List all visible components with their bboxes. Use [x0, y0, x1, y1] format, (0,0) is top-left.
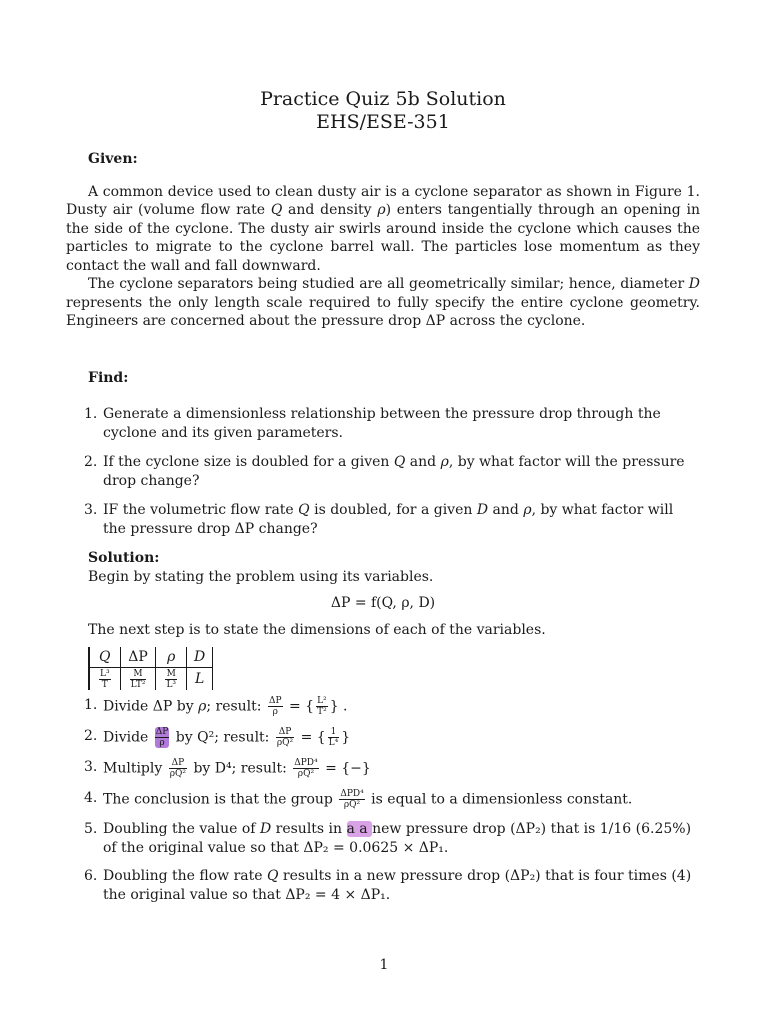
- solution-step: 6. Doubling the flow rate Q results in a new pressure drop (ΔP₂) that is four times (4) the original value so that ΔP₂ = 4 × ΔP₁.: [84, 868, 692, 903]
- solution-intro: Begin by stating the problem using its variables.: [88, 568, 434, 585]
- table-header-cell: D: [187, 647, 213, 668]
- given-paragraph-1: A common device used to clean dusty air is a cyclone separator as shown in Figure 1. Dusty air (volume flow rate Q and density ρ) enters tangentially through an opening in the side of the cyclone. The dusty air swirls around inside the cyclone which causes the particles to migrate to the cyclone barrel wall. The particles lose momentum as they contact the wall and fall downward.: [66, 183, 701, 274]
- page-number: 1: [379, 957, 389, 973]
- given-paragraph-2: The cyclone separators being studied are all geometrically similar; hence, diameter D represents the only length scale required to fully specify the entire cyclone geometry. Engineers are concerned about the pressure drop ΔP across the cyclone.: [66, 276, 700, 329]
- given-heading: Given:: [88, 151, 138, 167]
- problem-equation: ΔP = f(Q, ρ, D): [330, 595, 436, 611]
- document-page: [66, 88, 700, 914]
- solution-steps: [66, 696, 700, 904]
- table-cell: L: [187, 668, 213, 691]
- table-cell: $\frac{M}{\text{L³}}$: [156, 668, 187, 691]
- solution-step: 1. Divide ΔP by ρ; result: $\frac{\Delta P}{\rho}$ = { $\frac{\text{L²}}{\text{T²}}$ } .: [84, 696, 348, 717]
- solution-heading: Solution:: [88, 550, 160, 566]
- find-list: [66, 405, 700, 538]
- solution-step: 3. Multiply $\frac{\Delta P}{\text{ρQ²}}$ by D⁴; result: $\frac{\text{ΔPD⁴}}{\text{ρQ²}}$ = {−}: [84, 758, 371, 779]
- solution-step: 4. The conclusion is that the group $\frac{\text{ΔPD⁴}}{\text{ρQ²}}$ is equal to a dimensionless constant.: [84, 789, 633, 810]
- solution-step: 2. Divide $\frac{\Delta P}{\rho}$ by Q²; result: $\frac{\Delta P}{\text{ρQ²}}$ = { $\frac{1}{\text{L⁴}}$ }: [84, 727, 351, 748]
- highlight-mark: $\frac{\Delta P}{\rho}$: [155, 727, 169, 748]
- table-cell: $\frac{\text{L³}}{T}$: [89, 668, 120, 691]
- find-item: 3. IF the volumetric flow rate Q is doubled, for a given D and ρ, by what factor will the pressure drop ΔP change?: [84, 502, 674, 537]
- table-header-cell: ΔP: [120, 647, 156, 668]
- table-header-cell: ρ: [156, 647, 187, 668]
- find-item: 1. Generate a dimensionless relationship between the pressure drop through the cyclone and its given parameters.: [84, 406, 661, 441]
- highlight-mark: a a: [346, 821, 373, 837]
- find-item: 2. If the cyclone size is doubled for a given Q and ρ, by what factor will the pressure drop change?: [84, 454, 685, 489]
- solution-step: 5. Doubling the value of D results in a a new pressure drop (ΔP₂) that is 1/16 (6.25%) of the original value so that ΔP₂ = 0.0625 × ΔP₁.: [84, 821, 692, 856]
- document-title: Practice Quiz 5b Solution: [260, 88, 506, 110]
- course-code: EHS/ESE-351: [316, 111, 450, 133]
- find-heading: Find:: [88, 369, 129, 386]
- table-cell: $\frac{M}{\text{LT²}}$: [120, 668, 156, 691]
- table-header-cell: Q: [89, 647, 120, 668]
- dimensions-table: [88, 647, 213, 690]
- dimensions-intro: The next step is to state the dimensions of each of the variables.: [88, 621, 546, 638]
